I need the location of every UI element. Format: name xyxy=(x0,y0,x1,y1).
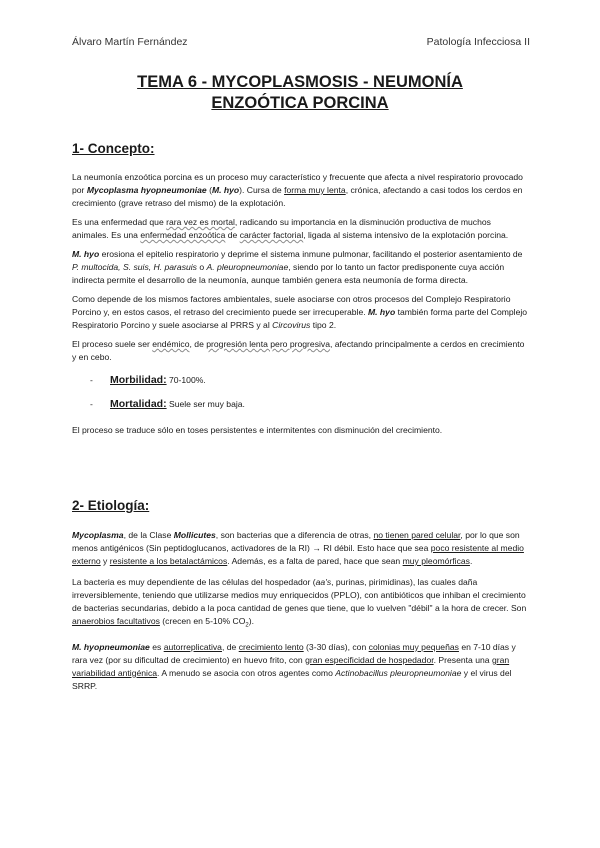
paragraph: M. hyopneumoniae es autorreplicativa, de crecimiento lento (3-30 días), con colonias muy pequeñas en 7-10 días y rara vez (por su dificultad de crecimiento) en huevo frito, con gran especificidad de hospedador. Presenta una gran variabilidad antigénica. A menudo se asocia con otros agentes como Actinobacillus pleuropneumoniae y el virus del SRRP. xyxy=(72,641,516,691)
section-heading-concepto: 1- Concepto: xyxy=(72,141,155,156)
paragraph: El proceso se traduce sólo en toses persistentes e intermitentes con disminución del crecimiento. xyxy=(72,425,443,435)
title-line-2: ENZOÓTICA PORCINA xyxy=(211,94,389,112)
header-course: Patología Infecciosa II xyxy=(426,36,530,48)
paragraph: Mycoplasma, de la Clase Mollicutes, son bacterias que a diferencia de otras, no tienen pared celular, por lo que son menos antigénicos (Sin peptidoglucanos, activadores de la RI) → RI débil. Esto hace que sea poco resistente al medio externo y resistente a los betalactámicos. Además, es a falta de pared, hace que sean muy pleomórficas. xyxy=(72,530,524,566)
list-item: - Morbilidad: 70-100%. xyxy=(72,373,530,388)
page-header xyxy=(72,36,530,48)
bullet-list xyxy=(72,373,530,412)
document-title xyxy=(60,72,540,114)
header-author: Álvaro Martín Fernández xyxy=(72,36,188,48)
list-item: - Mortalidad: Suele ser muy baja. xyxy=(72,397,530,412)
paragraph: El proceso suele ser endémico, de progresión lenta pero progresiva, afectando principalmente a cerdos en crecimiento y en cebo. xyxy=(72,339,525,362)
title-line-1: TEMA 6 - MYCOPLASMOSIS - NEUMONÍA xyxy=(137,73,463,91)
paragraph: La neumonía enzoótica porcina es un proceso muy característico y frecuente que afecta a nivel respiratorio provocado por Mycoplasma hyopneumoniae (M. hyo). Cursa de forma muy lenta, crónica, afectando a casi todos los cerdos en crecimiento (grave retraso del mismo) de la explotación. xyxy=(72,172,523,208)
paragraph: Es una enfermedad que rara vez es mortal, radicando su importancia en la disminución productiva de muchos animales. Es una enfermedad enzoótica de carácter factorial, ligada al sistema intensivo de la explotación porcina. xyxy=(72,217,509,240)
section-heading-etiologia: 2- Etiología: xyxy=(72,498,150,513)
section-etiologia-body xyxy=(72,529,530,693)
paragraph: Como depende de los mismos factores ambientales, suele asociarse con otros procesos del Complejo Respiratorio Porcino y, en estos casos, el retraso del crecimiento puede ser irrecuperable. M. hyo también forma parte del Complejo Respiratorio Porcino y suele asociarse al PRRS y al Circovirus tipo 2. xyxy=(72,294,528,330)
paragraph: La bacteria es muy dependiente de las células del hospedador (aa's, purinas, pirimidinas), las cuales daña irreversiblemente, teniendo que utilizarse medios muy enriquecidos (PPLO), con antibióticos que inhiban el crecimiento de bacterias secundarias, debido a la poca cantidad de genes que tiene, que lo vuelven "débil" a la hora de crecer. Son anaerobios facultativos (crecen en 5-10% $CO_2$). xyxy=(72,577,527,629)
section-concepto-body xyxy=(72,171,530,437)
paragraph: M. hyo erosiona el epitelio respiratorio y deprime el sistema inmune pulmonar, facilitando el posterior asentamiento de P. multocida, S. suis, H. parasuis o A. pleuropneumoniae, siendo por lo tanto un factor predisponente cuya acción indirecta permite el desarrollo de la neumonía, aunque también genera esta neumonía de forma directa. xyxy=(72,249,523,285)
